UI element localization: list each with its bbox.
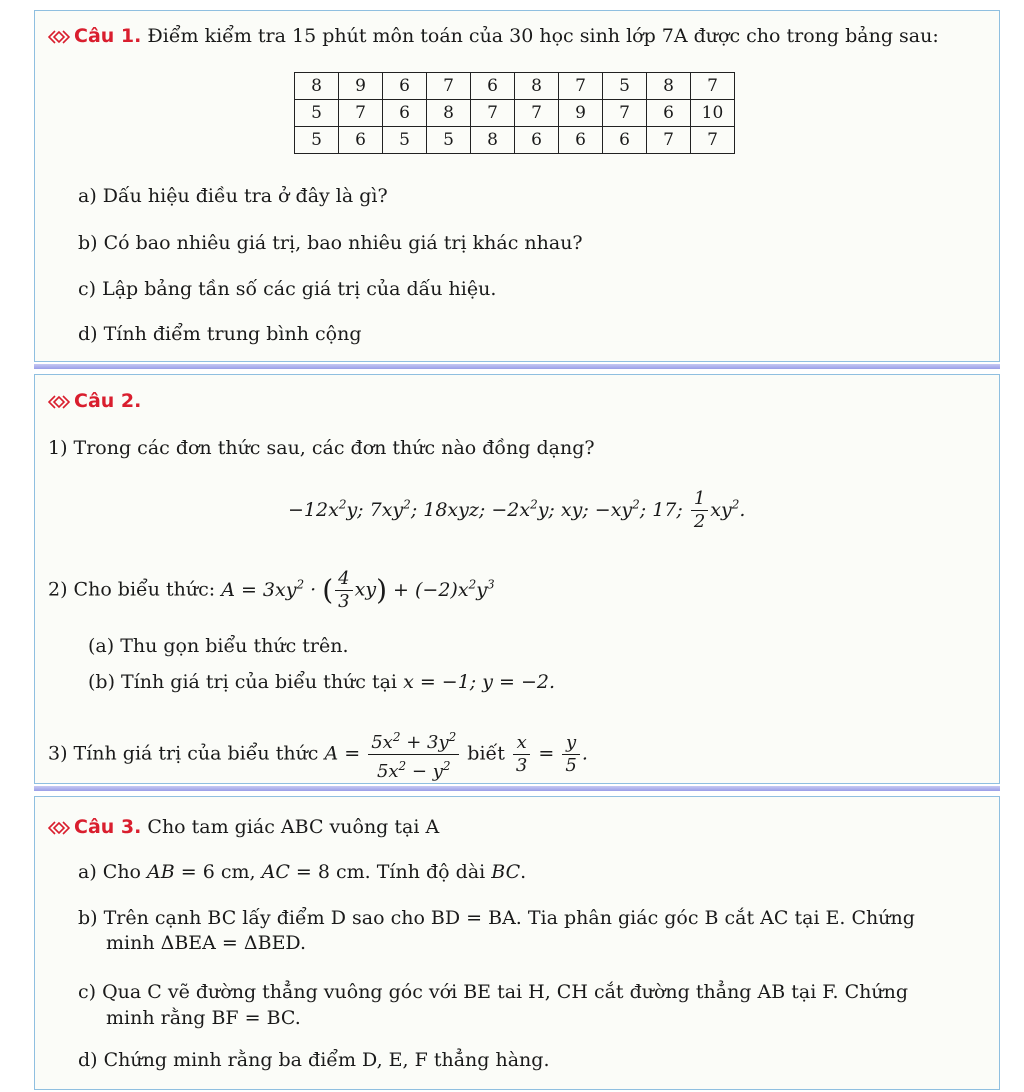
table-cell: 10 <box>691 100 735 127</box>
question-3-header <box>48 815 439 839</box>
table-cell: 8 <box>295 73 339 100</box>
table-cell: 7 <box>647 127 691 154</box>
diamond-chevron-icon <box>48 821 70 835</box>
table-cell: 6 <box>339 127 383 154</box>
table-cell: 7 <box>339 100 383 127</box>
q3-item-d: d) Chứng minh rằng ba điểm D, E, F thẳng hàng. <box>78 1049 550 1071</box>
table-cell: 5 <box>383 127 427 154</box>
table-cell: 6 <box>383 73 427 100</box>
q3-item-b-line1: b) Trên cạnh BC lấy điểm D sao cho BD = BA. Tia phân giác góc B cắt AC tại E. Chứng <box>78 907 915 929</box>
question-2-header <box>48 389 141 413</box>
q2-part-3: 3) Tính giá trị của biểu thức A = $\frac{5x^2 + 3y^2}{5x^2 - y^2}$ biết $\frac{x}{3}$ = $\frac{y}{5}$ . <box>48 726 588 783</box>
table-cell: 8 <box>647 73 691 100</box>
q2-part-3-mid: biết <box>461 742 511 765</box>
q3-item-c-line2: minh rằng BF = BC. <box>106 1007 301 1029</box>
table-cell: 5 <box>427 127 471 154</box>
q3-item-a-suffix: . Tính độ dài <box>364 861 492 883</box>
table-cell: 6 <box>383 100 427 127</box>
table-cell: 7 <box>471 100 515 127</box>
table-cell: 6 <box>603 127 647 154</box>
table-cell: 5 <box>603 73 647 100</box>
diamond-chevron-icon <box>48 30 70 44</box>
table-cell: 8 <box>471 127 515 154</box>
question-3-text: Cho tam giác ABC vuông tại A <box>147 816 440 838</box>
table-cell: 9 <box>339 73 383 100</box>
q3-item-b-line2: minh ΔBEA = ΔBED. <box>106 932 307 954</box>
question-1-header <box>48 24 939 48</box>
q2-part-2: 2) Cho biểu thức: $A = 3xy^2$ · ( $\frac{4}{3}$ $xy) + (-2)x^2y^3$ <box>48 568 495 612</box>
section-divider <box>34 786 1000 791</box>
table-cell: 6 <box>647 100 691 127</box>
table-cell: 7 <box>691 73 735 100</box>
table-cell: 5 <box>295 100 339 127</box>
q3-item-a-prefix: a) Cho <box>78 861 148 883</box>
question-1-text: Điểm kiểm tra 15 phút môn toán của 30 học sinh lớp 7A được cho trong bảng sau: <box>147 25 939 47</box>
q1-item-a: a) Dấu hiệu điều tra ở đây là gì? <box>78 185 388 207</box>
q2-part-1: 1) Trong các đơn thức sau, các đơn thức nào đồng dạng? <box>48 437 595 459</box>
q2-part-3-prefix: 3) Tính giá trị của biểu thức <box>48 742 325 765</box>
table-cell: 5 <box>295 127 339 154</box>
table-cell: 9 <box>559 100 603 127</box>
q1-item-c: c) Lập bảng tần số các giá trị của dấu hiệu. <box>78 278 497 300</box>
q1-item-d: d) Tính điểm trung bình cộng <box>78 323 362 345</box>
q3-item-c-line1: c) Qua C vẽ đường thẳng vuông góc với BE tai H, CH cắt đường thẳng AB tại F. Chứng <box>78 981 909 1003</box>
q3-item-a: a) Cho AB = 6 cm, AC = 8 cm. Tính độ dài BC. <box>78 861 527 883</box>
q2-part-2-prefix: 2) Cho biểu thức: <box>48 578 222 601</box>
scores-table <box>294 72 735 154</box>
table-row <box>295 100 735 127</box>
question-2-label: Câu 2. <box>74 390 142 412</box>
table-cell: 6 <box>471 73 515 100</box>
q2-part-2a: (a) Thu gọn biểu thức trên. <box>88 635 349 657</box>
table-cell: 7 <box>427 73 471 100</box>
table-cell: 7 <box>559 73 603 100</box>
table-cell: 6 <box>515 127 559 154</box>
table-cell: 6 <box>559 127 603 154</box>
section-divider <box>34 364 1000 369</box>
diamond-chevron-icon <box>48 395 70 409</box>
table-row <box>295 127 735 154</box>
q2-part-2b-prefix: (b) Tính giá trị của biểu thức tại <box>88 671 404 693</box>
table-row <box>295 73 735 100</box>
question-1-label: Câu 1. <box>74 25 142 47</box>
table-cell: 8 <box>427 100 471 127</box>
q1-item-b: b) Có bao nhiêu giá trị, bao nhiêu giá trị khác nhau? <box>78 232 583 254</box>
q2-part-2b: (b) Tính giá trị của biểu thức tại x = −1; y = −2. <box>88 671 556 693</box>
table-cell: 7 <box>691 127 735 154</box>
table-cell: 7 <box>603 100 647 127</box>
question-3-label: Câu 3. <box>74 816 142 838</box>
table-cell: 7 <box>515 100 559 127</box>
monomial-list: $-12x^2y$; $7xy^2$; 18xyz; $-2x^2y$; xy; $-xy^2$; 17; $\frac{1}{2}$ $xy^2$. <box>288 488 746 532</box>
table-cell: 8 <box>515 73 559 100</box>
